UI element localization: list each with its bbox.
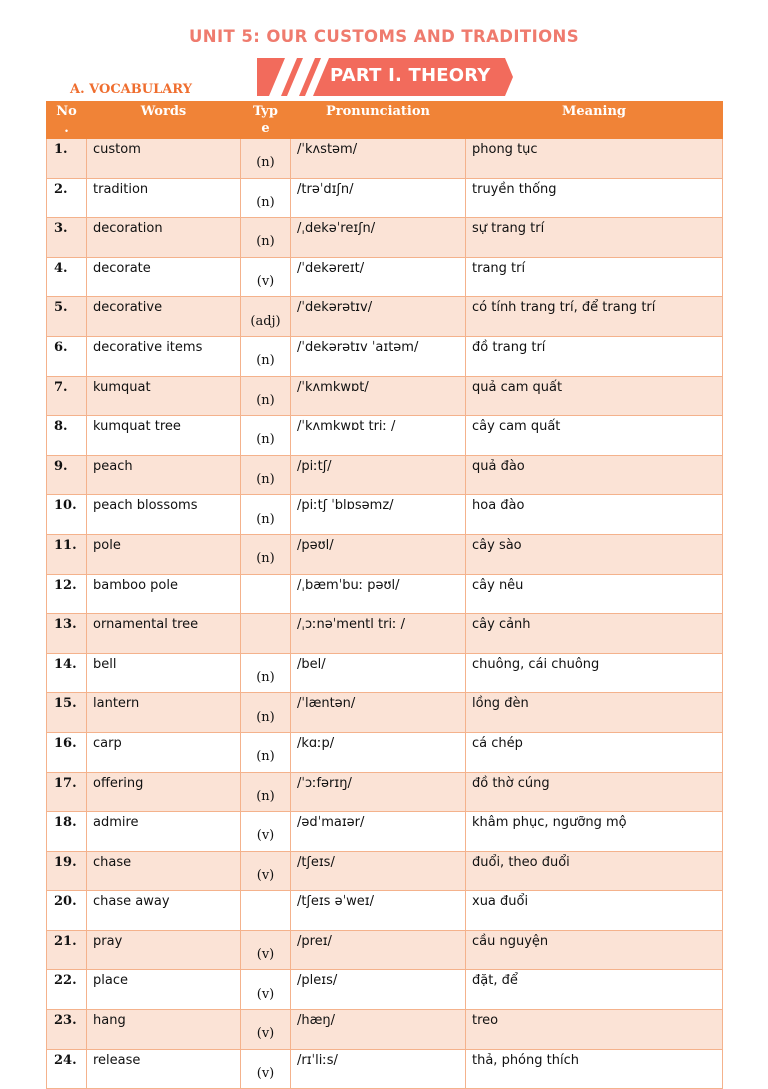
- cell-type: (n): [241, 732, 291, 772]
- cell-pron: /rɪˈliːs/: [291, 1049, 466, 1089]
- header-no-label: No .: [56, 104, 77, 136]
- table-row: [47, 970, 723, 1010]
- cell-type: (n): [241, 139, 291, 179]
- table-row: [47, 851, 723, 891]
- cell-pron: /ˌdekəˈreɪʃn/: [291, 218, 466, 258]
- table-row: [47, 930, 723, 970]
- cell-word: chase away: [87, 891, 241, 931]
- cell-word: offering: [87, 772, 241, 812]
- cell-no: 21.: [47, 930, 87, 970]
- cell-no: 11.: [47, 534, 87, 574]
- cell-pron: /ˈdekərətɪv/: [291, 297, 466, 337]
- cell-word: peach: [87, 455, 241, 495]
- cell-no: 24.: [47, 1049, 87, 1089]
- cell-word: lantern: [87, 693, 241, 733]
- table-row: [47, 336, 723, 376]
- table-row: [47, 1010, 723, 1050]
- cell-pron: /ˈkʌmkwɒt/: [291, 376, 466, 416]
- cell-no: 3.: [47, 218, 87, 258]
- cell-meaning: cây cam quất: [466, 416, 723, 456]
- cell-no: 14.: [47, 653, 87, 693]
- cell-word: pray: [87, 930, 241, 970]
- header-pronunciation: [291, 102, 466, 139]
- cell-no: 1.: [47, 139, 87, 179]
- cell-type: (n): [241, 653, 291, 693]
- cell-no: 6.: [47, 336, 87, 376]
- cell-meaning: đồ thờ cúng: [466, 772, 723, 812]
- header-type: [241, 102, 291, 139]
- cell-pron: /kɑːp/: [291, 732, 466, 772]
- cell-pron: /piːtʃ ˈblɒsəmz/: [291, 495, 466, 535]
- vocabulary-table: [46, 101, 723, 1089]
- table-header-row: [47, 102, 723, 139]
- cell-meaning: hoa đào: [466, 495, 723, 535]
- cell-no: 16.: [47, 732, 87, 772]
- cell-pron: /ˈdekərətɪv ˈaɪtəm/: [291, 336, 466, 376]
- cell-type: [241, 614, 291, 654]
- table-row: [47, 376, 723, 416]
- cell-type: [241, 574, 291, 614]
- cell-meaning: cầu nguyện: [466, 930, 723, 970]
- cell-word: peach blossoms: [87, 495, 241, 535]
- cell-type: (v): [241, 930, 291, 970]
- cell-word: kumquat tree: [87, 416, 241, 456]
- cell-no: 7.: [47, 376, 87, 416]
- cell-pron: /trəˈdɪʃn/: [291, 178, 466, 218]
- cell-no: 10.: [47, 495, 87, 535]
- cell-type: (n): [241, 376, 291, 416]
- cell-type: (v): [241, 970, 291, 1010]
- unit-title: UNIT 5: OUR CUSTOMS AND TRADITIONS: [188, 27, 580, 46]
- cell-meaning: lồng đèn: [466, 693, 723, 733]
- header-meaning: [466, 102, 723, 139]
- cell-meaning: đồ trang trí: [466, 336, 723, 376]
- cell-type: (n): [241, 416, 291, 456]
- header-type-label: Typ e: [253, 104, 278, 136]
- cell-word: release: [87, 1049, 241, 1089]
- cell-pron: /preɪ/: [291, 930, 466, 970]
- cell-word: decorative items: [87, 336, 241, 376]
- cell-type: (n): [241, 495, 291, 535]
- cell-pron: /pəʊl/: [291, 534, 466, 574]
- table-row: [47, 812, 723, 852]
- cell-no: 22.: [47, 970, 87, 1010]
- cell-meaning: cây sào: [466, 534, 723, 574]
- cell-word: decorate: [87, 257, 241, 297]
- cell-meaning: thả, phóng thích: [466, 1049, 723, 1089]
- table-row: [47, 297, 723, 337]
- header-words-label: Words: [140, 104, 187, 119]
- table-row: [47, 495, 723, 535]
- cell-word: ornamental tree: [87, 614, 241, 654]
- cell-no: 13.: [47, 614, 87, 654]
- cell-word: hang: [87, 1010, 241, 1050]
- cell-pron: /hæŋ/: [291, 1010, 466, 1050]
- cell-meaning: chuông, cái chuông: [466, 653, 723, 693]
- table-row: [47, 1049, 723, 1089]
- cell-type: (v): [241, 1010, 291, 1050]
- cell-pron: /ˈkʌmkwɒt triː /: [291, 416, 466, 456]
- table-row: [47, 218, 723, 258]
- cell-word: custom: [87, 139, 241, 179]
- cell-pron: /ˈɔːfərɪŋ/: [291, 772, 466, 812]
- table-row: [47, 653, 723, 693]
- cell-pron: /ˈkʌstəm/: [291, 139, 466, 179]
- cell-type: (n): [241, 218, 291, 258]
- table-row: [47, 772, 723, 812]
- cell-no: 8.: [47, 416, 87, 456]
- cell-word: place: [87, 970, 241, 1010]
- cell-no: 9.: [47, 455, 87, 495]
- cell-meaning: quả cam quất: [466, 376, 723, 416]
- part-banner: [257, 58, 513, 96]
- header-meaning-label: Meaning: [561, 104, 627, 119]
- cell-type: (n): [241, 534, 291, 574]
- cell-word: decorative: [87, 297, 241, 337]
- cell-no: 15.: [47, 693, 87, 733]
- cell-meaning: cây cảnh: [466, 614, 723, 654]
- cell-pron: /piːtʃ/: [291, 455, 466, 495]
- table-row: [47, 614, 723, 654]
- cell-type: (n): [241, 336, 291, 376]
- cell-type: (v): [241, 1049, 291, 1089]
- cell-no: 23.: [47, 1010, 87, 1050]
- cell-type: (n): [241, 693, 291, 733]
- cell-meaning: sự trang trí: [466, 218, 723, 258]
- cell-no: 4.: [47, 257, 87, 297]
- cell-no: 18.: [47, 812, 87, 852]
- cell-word: tradition: [87, 178, 241, 218]
- cell-type: (n): [241, 772, 291, 812]
- header-pronunciation-label: Pronunciation: [326, 104, 430, 119]
- cell-pron: /ˈlæntən/: [291, 693, 466, 733]
- cell-no: 2.: [47, 178, 87, 218]
- cell-pron: /ədˈmaɪər/: [291, 812, 466, 852]
- cell-word: chase: [87, 851, 241, 891]
- cell-pron: /tʃeɪs əˈweɪ/: [291, 891, 466, 931]
- cell-pron: /bel/: [291, 653, 466, 693]
- cell-pron: /pleɪs/: [291, 970, 466, 1010]
- cell-word: bamboo pole: [87, 574, 241, 614]
- cell-word: pole: [87, 534, 241, 574]
- cell-meaning: trang trí: [466, 257, 723, 297]
- header-words: [87, 102, 241, 139]
- table-row: [47, 416, 723, 456]
- cell-pron: /tʃeɪs/: [291, 851, 466, 891]
- cell-no: 19.: [47, 851, 87, 891]
- cell-meaning: có tính trang trí, để trang trí: [466, 297, 723, 337]
- table-row: [47, 574, 723, 614]
- cell-no: 17.: [47, 772, 87, 812]
- table-row: [47, 693, 723, 733]
- cell-no: 20.: [47, 891, 87, 931]
- cell-meaning: xua đuổi: [466, 891, 723, 931]
- cell-meaning: quả đào: [466, 455, 723, 495]
- cell-meaning: đặt, để: [466, 970, 723, 1010]
- cell-type: (n): [241, 178, 291, 218]
- cell-type: (v): [241, 257, 291, 297]
- banner-title: PART I. THEORY: [330, 65, 491, 86]
- cell-pron: /ˌɔːnəˈmentl triː /: [291, 614, 466, 654]
- cell-no: 12.: [47, 574, 87, 614]
- cell-meaning: đuổi, theo đuổi: [466, 851, 723, 891]
- cell-type: (v): [241, 851, 291, 891]
- table-row: [47, 178, 723, 218]
- cell-pron: /ˌbæmˈbuː pəʊl/: [291, 574, 466, 614]
- table-row: [47, 455, 723, 495]
- section-label: A. VOCABULARY: [70, 82, 192, 97]
- cell-meaning: khâm phục, ngưỡng mộ: [466, 812, 723, 852]
- cell-meaning: cá chép: [466, 732, 723, 772]
- cell-type: [241, 891, 291, 931]
- cell-pron: /ˈdekəreɪt/: [291, 257, 466, 297]
- cell-word: carp: [87, 732, 241, 772]
- table-row: [47, 257, 723, 297]
- cell-type: (n): [241, 455, 291, 495]
- cell-no: 5.: [47, 297, 87, 337]
- table-row: [47, 534, 723, 574]
- cell-word: bell: [87, 653, 241, 693]
- cell-type: (adj): [241, 297, 291, 337]
- cell-word: decoration: [87, 218, 241, 258]
- table-row: [47, 891, 723, 931]
- header-no: [47, 102, 87, 139]
- cell-meaning: treo: [466, 1010, 723, 1050]
- cell-word: kumquat: [87, 376, 241, 416]
- table-row: [47, 732, 723, 772]
- cell-meaning: truyền thống: [466, 178, 723, 218]
- cell-meaning: cây nêu: [466, 574, 723, 614]
- table-row: [47, 139, 723, 179]
- cell-word: admire: [87, 812, 241, 852]
- cell-meaning: phong tục: [466, 139, 723, 179]
- cell-type: (v): [241, 812, 291, 852]
